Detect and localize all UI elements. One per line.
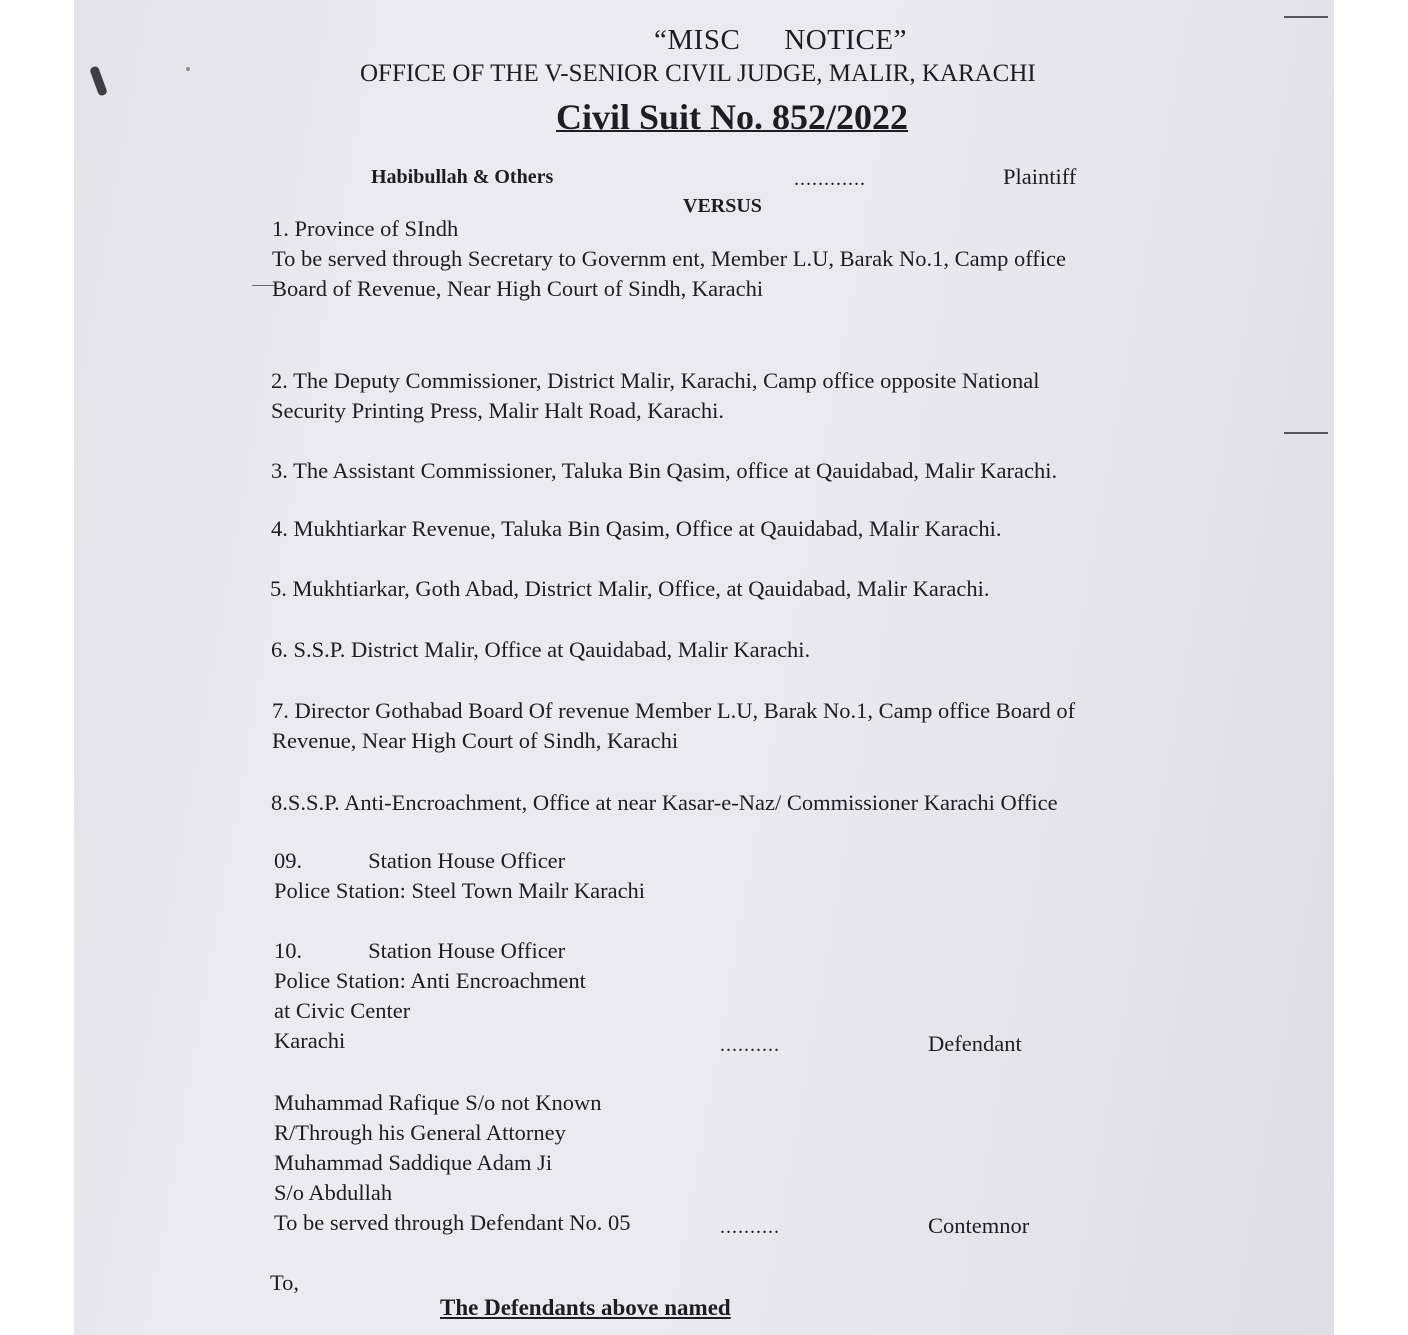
defendant-dots: .......... <box>720 1034 780 1056</box>
defendant-line: 4. Mukhtiarkar Revenue, Taluka Bin Qasim, Office at Qauidabad, Malir Karachi. <box>271 516 1002 541</box>
defendant-item-8 <box>271 788 1058 818</box>
misc-word: “MISC <box>654 24 741 56</box>
defendant-line: 3. The Assistant Commissioner, Taluka Bin Qasim, office at Qauidabad, Malir Karachi. <box>271 458 1058 483</box>
defendant-line: Revenue, Near High Court of Sindh, Karachi <box>272 728 679 753</box>
defendant-line: 2. The Deputy Commissioner, District Malir, Karachi, Camp office opposite National <box>271 368 1040 393</box>
defendant-line: 7. Director Gothabad Board Of revenue Member L.U, Barak No.1, Camp office Board of <box>272 698 1076 723</box>
versus-label: VERSUS <box>683 195 762 217</box>
contemnor-block <box>274 1088 630 1238</box>
defendant-item-9 <box>274 846 645 906</box>
defendant-item-2 <box>271 366 1039 426</box>
ink-speck <box>186 67 190 71</box>
defendant-number: 09. <box>274 848 303 873</box>
defendant-line: at Civic Center <box>274 998 411 1023</box>
contemnor-role: Contemnor <box>928 1213 1030 1238</box>
contemnor-line: Muhammad Saddique Adam Ji <box>274 1150 553 1175</box>
defendant-line: Board of Revenue, Near High Court of Sindh, Karachi <box>272 276 764 301</box>
defendant-item-5 <box>270 574 989 604</box>
defendant-item-10 <box>274 936 586 1056</box>
defendant-role: Defendant <box>928 1031 1022 1056</box>
notice-paper <box>74 0 1334 1335</box>
suit-number: Civil Suit No. 852/2022 <box>556 97 909 137</box>
contemnor-line: Muhammad Rafique S/o not Known <box>274 1090 602 1115</box>
defendant-line: Security Printing Press, Malir Halt Road, Karachi. <box>271 398 725 423</box>
defendant-item-3 <box>271 456 1057 486</box>
defendant-item-7 <box>272 696 1075 756</box>
defendant-item-6 <box>271 635 810 665</box>
defendant-line: 8.S.S.P. Anti-Encroachment, Office at near Kasar-e-Naz/ Commissioner Karachi Office <box>271 790 1058 815</box>
defendant-line: 5. Mukhtiarkar, Goth Abad, District Malir, Office, at Qauidabad, Malir Karachi. <box>270 576 990 601</box>
paper-edge-mark <box>1284 16 1328 18</box>
contemnor-line: R/Through his General Attorney <box>274 1120 566 1145</box>
defendant-line: To be served through Secretary to Governm ent, Member L.U, Barak No.1, Camp office <box>272 246 1067 271</box>
addressee: The Defendants above named <box>440 1295 731 1320</box>
defendant-item-1 <box>272 214 1066 304</box>
notice-word: NOTICE” <box>784 24 907 56</box>
defendant-number: 10. <box>274 938 303 963</box>
defendant-title: Station House Officer <box>368 848 566 873</box>
paper-edge-mark <box>1284 432 1328 434</box>
ink-speck <box>89 65 108 96</box>
defendant-line: 1. Province of SIndh <box>272 216 459 241</box>
defendant-line: Police Station: Anti Encroachment <box>274 968 586 993</box>
plaintiff-name: Habibullah & Others <box>371 166 554 188</box>
defendant-line: Police Station: Steel Town Mailr Karachi <box>274 878 646 903</box>
defendant-line: Karachi <box>274 1028 346 1053</box>
plaintiff-role: Plaintiff <box>1003 164 1077 189</box>
defendant-item-4 <box>271 514 1002 544</box>
contemnor-line: To be served through Defendant No. 05 <box>274 1210 631 1235</box>
contemnor-line: S/o Abdullah <box>274 1180 393 1205</box>
defendant-line: 6. S.S.P. District Malir, Office at Qauidabad, Malir Karachi. <box>271 637 811 662</box>
office-title: OFFICE OF THE V-SENIOR CIVIL JUDGE, MALIR, KARACHI <box>360 60 1036 87</box>
to-label: To, <box>270 1270 300 1295</box>
plaintiff-dots: ............ <box>794 168 866 190</box>
notice-heading <box>654 24 907 57</box>
contemnor-dots: .......... <box>720 1216 780 1238</box>
defendant-title: Station House Officer <box>368 938 566 963</box>
